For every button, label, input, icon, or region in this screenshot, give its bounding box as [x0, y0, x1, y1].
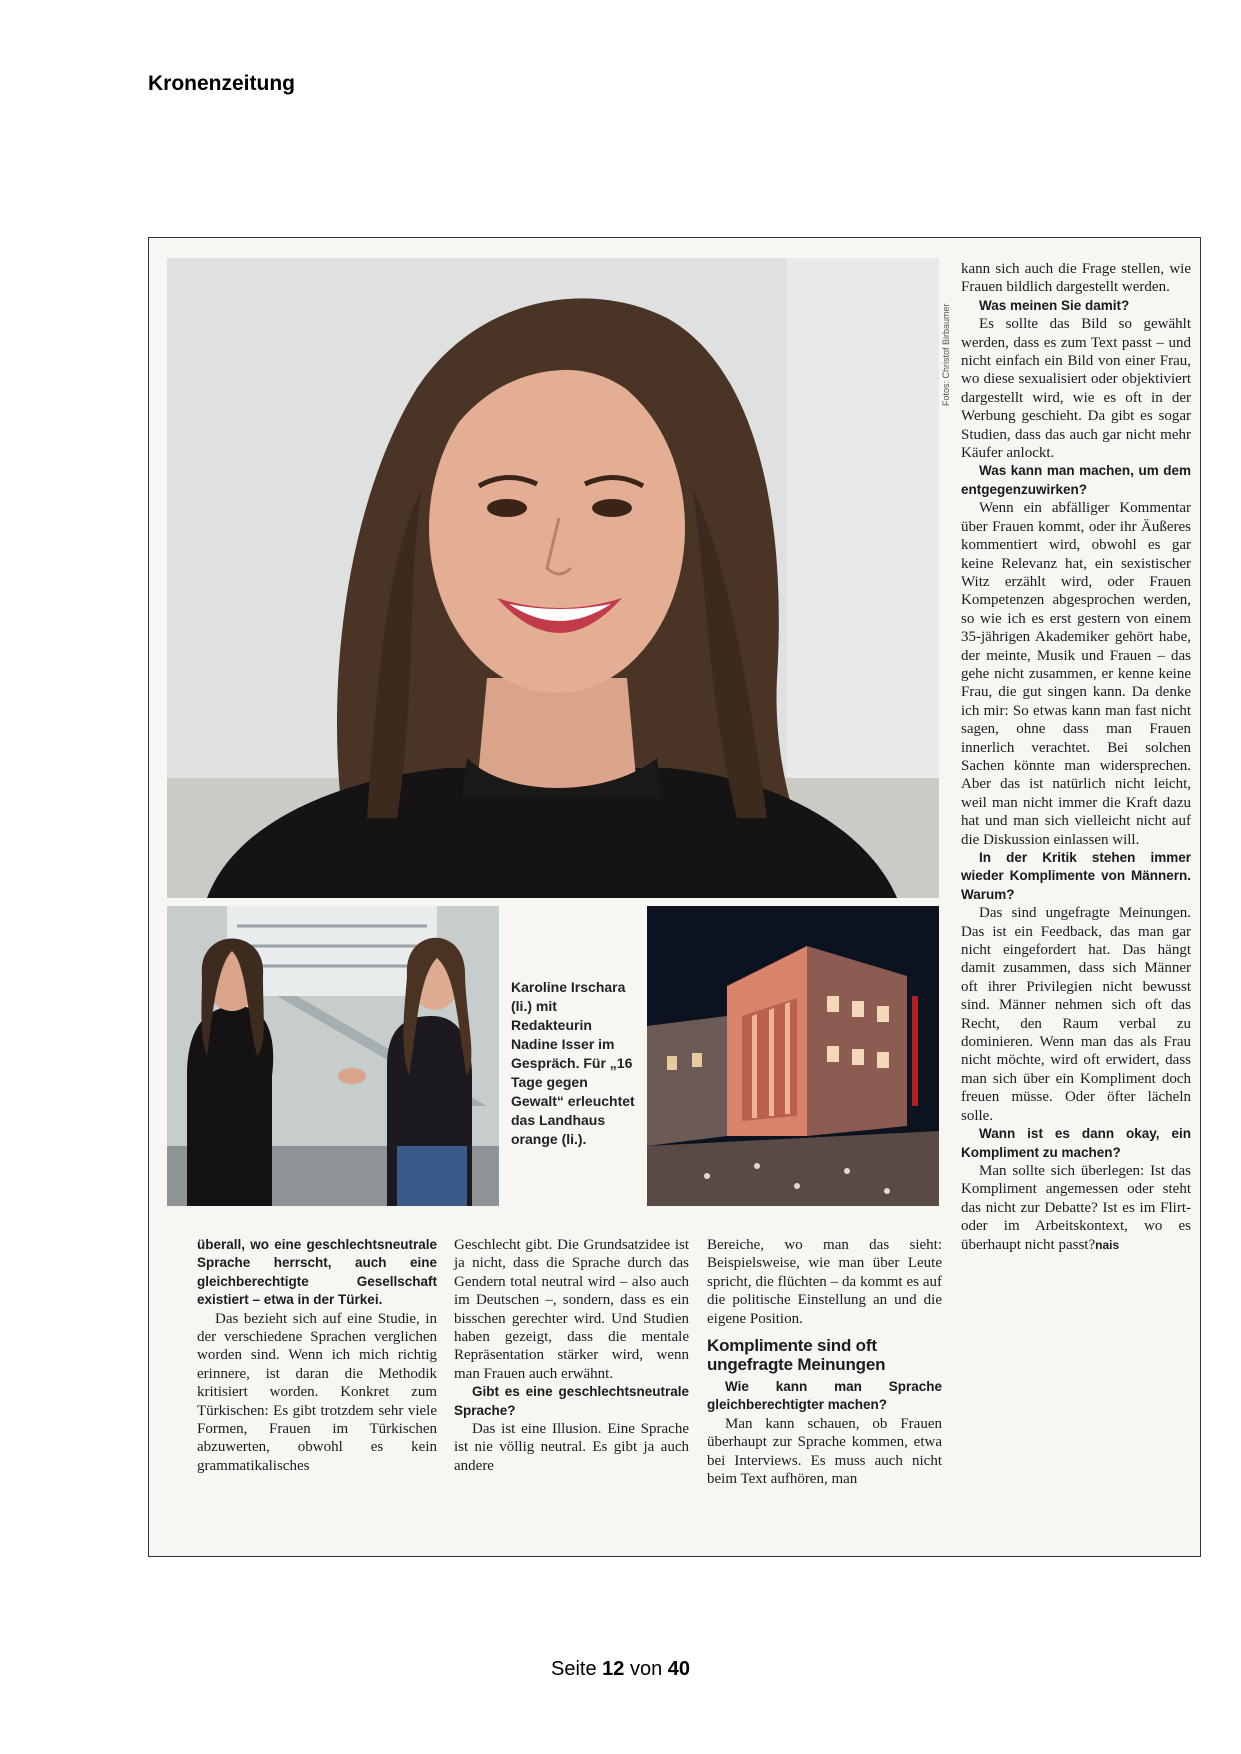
article-column-4 [961, 260, 1191, 1254]
interview-photo [167, 906, 499, 1206]
article-column-1 [197, 1236, 437, 1475]
photo-caption: Karoline Irschara (li.) mit Redakteurin Nadine Isser im Gespräch. Für „16 Tage gegen Gewalt“ erleuchtet das Landhaus orange (li.). [511, 979, 635, 1147]
interview-question: In der Kritik stehen immer wieder Komplimente von Männern. Warum? [961, 850, 1191, 902]
portrait-photo [167, 258, 939, 898]
portrait-illustration [167, 258, 939, 898]
paragraph: kann sich auch die Frage stellen, wie Frauen bildlich dargestellt werden. [961, 261, 1191, 296]
paragraph: Bereiche, wo man das sieht: Beispielsweise, wie man über Leute spricht, die flüchten – da kommt es auf die politische Einstellung an und die eigene Position. [707, 1237, 942, 1327]
page-footer [0, 1658, 1241, 1681]
paragraph: Wenn ein abfälliger Kommentar über Frauen kommt, oder ihr Äußeres kommentiert wird, obwohl es gar keine Relevanz hat, ein sexistischer Witz erzählt wird, oder Frauen Kompetenzen abgesprochen werden, so wie ich es erst gestern von einem 35-jährigen Akademiker gehört habe, der meinte, Musik und Frauen – das gehe nicht zusammen, er kenne keine Frau, die gut singen kann. Da denke ich mir: So etwas kann man fast nicht sagen, ohne dass man Frauen innerlich verachtet. Bei solchen Sachen könnte man widersprechen. Aber das ist natürlich nicht leicht, weil man nicht immer die Kraft dazu hat und man sich vielleicht nicht auf die Diskussion einlassen will. [961, 500, 1191, 848]
paragraph-text: Man sollte sich überlegen: Ist das Kompliment angemessen oder steht das nicht zur Debatte? Ist es im Flirt- oder im Arbeitskontext, wo es überhaupt nicht passt? [961, 1162, 1191, 1253]
total-pages: 40 [667, 1658, 691, 1680]
interview-question: Was meinen Sie damit? [979, 297, 1130, 313]
paragraph: Es sollte das Bild so gewählt werden, dass es zum Text passt – und nicht einfach ein Bild von einer Frau, wo diese sexualisiert oder objektiviert dargestellt wird, wie es oft in der Werbung geschieht. Da gibt es sogar Studien, dass das auch gar nicht mehr Käufer anlockt. [961, 316, 1191, 462]
interview-illustration [167, 906, 499, 1206]
publication-header: Kronenzeitung [148, 72, 295, 95]
photo-credit: Fotos: Christof Birbaumer [941, 303, 951, 406]
paragraph: Das bezieht sich auf eine Studie, in der verschiedene Sprachen verglichen worden sind. Wenn ich mich richtig erinnere, ist daran die Methodik kritisiert worden. Konkret zum Türkischen: Es gibt trotzdem sehr viele Formen, Frauen im Türkischen abzuwerten, obwohl es kein grammatikalisches [197, 1310, 437, 1474]
interview-question: Gibt es eine geschlechtsneutrale Sprache? [454, 1384, 689, 1418]
interview-question: Wie kann man Sprache gleichberechtigter machen? [707, 1379, 942, 1413]
paragraph: Das ist eine Illusion. Eine Sprache ist nie völlig neutral. Es gibt ja auch andere [454, 1421, 689, 1474]
interview-question: Wann ist es dann okay, ein Kompliment zu machen? [961, 1126, 1191, 1160]
author-signature: nais [1095, 1237, 1120, 1252]
current-page: 12 [602, 1658, 625, 1680]
paragraph [961, 1162, 1191, 1254]
paragraph: überall, wo eine geschlechtsneutrale Sprache herrscht, auch eine gleichberechtigte Gesellschaft existiert – etwa in der Türkei. [197, 1237, 437, 1308]
interview-question: Was kann man machen, um dem entgegenzuwirken? [961, 463, 1191, 497]
article-column-3 [707, 1236, 942, 1488]
paragraph: Das sind ungefragte Meinungen. Das ist ein Feedback, das man gar nicht eingefordert hat. Das hängt damit zusammen, dass sich Männer oft ihrer Privilegien nicht bewusst sind. Männer nehmen sich oft das Recht, den Raum verbal zu dominieren. Wenn man das als Frau nicht möchte, wird oft erwidert, dass man sich über ein Kompliment doch freuen müsse. Oder öfter lächeln solle. [961, 905, 1191, 1124]
footer-middle: von [629, 1658, 663, 1680]
landhaus-illustration [647, 906, 939, 1206]
subheading: Komplimente sind oft ungefragte Meinungen [707, 1336, 886, 1375]
landhaus-photo [647, 906, 939, 1206]
paragraph: Geschlecht gibt. Die Grundsatzidee ist ja nicht, dass die Sprache durch das Gendern total neutral wird – also auch im Deutschen –, sondern, dass es ein bisschen gerechter wird. Und Studien haben gezeigt, dass die mentale Repräsentation stärker wird, wenn man Frauen auch erwähnt. [454, 1237, 689, 1382]
article-column-2 [454, 1236, 689, 1475]
paragraph: Man kann schauen, ob Frauen überhaupt zur Sprache kommen, etwa bei Interviews. Es muss auch nicht beim Text aufhören, man [707, 1415, 942, 1488]
footer-prefix: Seite [550, 1658, 597, 1680]
newspaper-clipping [148, 237, 1201, 1557]
